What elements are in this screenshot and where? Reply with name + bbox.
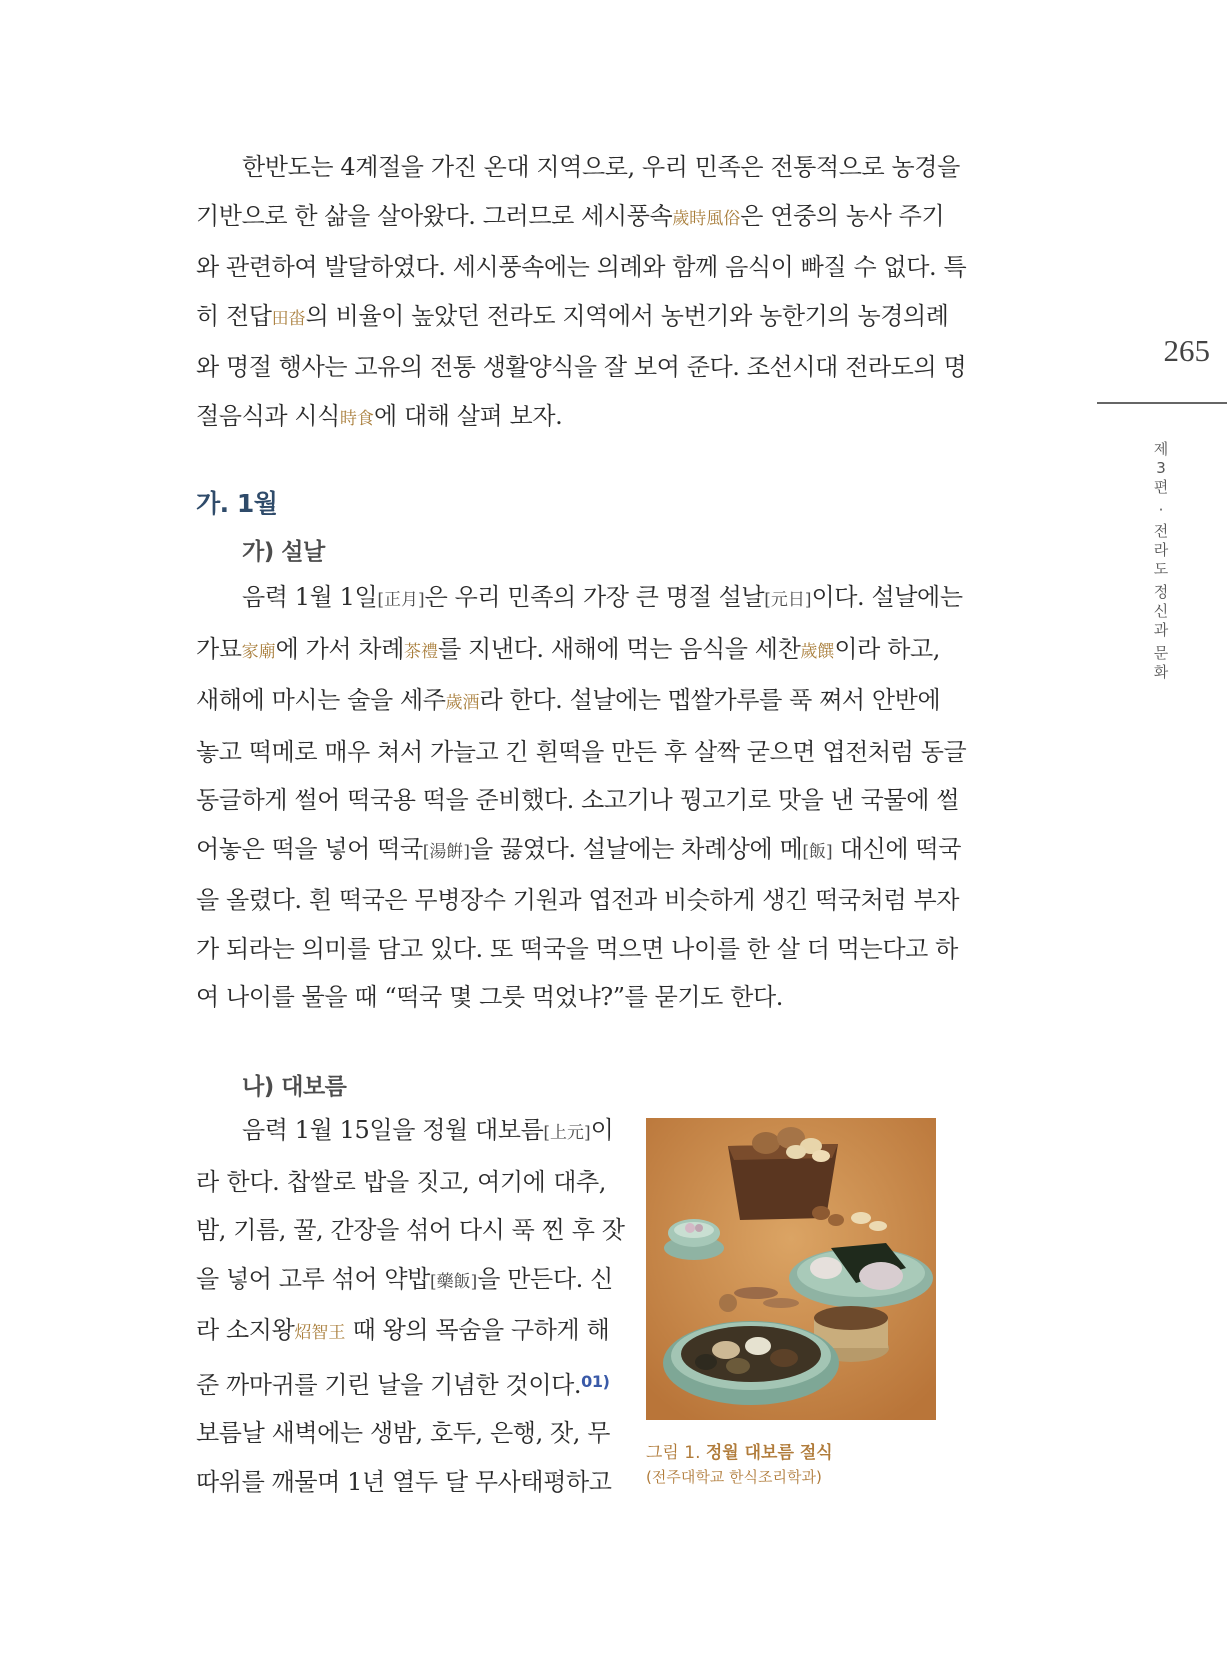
- text-line: [196, 925, 958, 974]
- text-line: [196, 1255, 613, 1307]
- side-label-char: 제: [1153, 440, 1169, 458]
- hanja-annotation: 炤智王: [294, 1323, 346, 1343]
- text-segment: 절음식과 시식: [196, 401, 340, 430]
- intro-paragraph: [196, 143, 967, 443]
- text-segment: 새해에 마시는 술을 세주: [196, 686, 446, 714]
- text-segment: 을 만든다. 신: [477, 1264, 613, 1293]
- text-segment: 이다. 설날에는: [811, 583, 963, 611]
- text-line: [196, 776, 960, 825]
- text-segment: 이: [590, 1116, 614, 1144]
- section-heading: 가. 1월: [196, 489, 278, 518]
- text-segment: 동글하게 썰어 떡국용 떡을 준비했다. 소고기나 꿩고기로 맛을 낸 국물에 썰: [196, 786, 960, 814]
- hanja-annotation: 歲時風俗: [672, 208, 741, 229]
- text-segment: 이라 하고,: [834, 634, 940, 663]
- side-label-char: 문: [1153, 644, 1169, 662]
- text-line: [196, 676, 940, 728]
- text-segment: 따위를 깨물며 1년 열두 달 무사태평하고: [196, 1467, 612, 1496]
- text-segment: 에 가서 차례: [275, 634, 404, 663]
- text-segment: 여 나이를 물을 때 “떡국 몇 그릇 먹었냐?”를 묻기도 한다.: [196, 983, 783, 1011]
- side-label-char: 전: [1153, 522, 1169, 540]
- figure-credit: (전주대학교 한식조리학과): [646, 1468, 822, 1486]
- text-line: [196, 392, 940, 444]
- text-segment: 한반도는 4계절을 가진 온대 지역으로, 우리 민족은 전통적으로 농경을: [242, 153, 960, 181]
- hanja-annotation: [飯]: [802, 841, 833, 862]
- side-label-char: 신: [1153, 602, 1169, 620]
- hanja-annotation: 歲酒: [445, 693, 480, 713]
- side-label-char: 라: [1153, 541, 1169, 559]
- side-label-char: 도: [1153, 560, 1169, 578]
- text-line: [196, 1458, 612, 1507]
- hanja-annotation: 時食: [339, 408, 374, 429]
- text-segment: 히 전답: [196, 301, 272, 330]
- daeboreum-food-image: [646, 1118, 936, 1420]
- text-segment: 보름날 새벽에는 생밤, 호두, 은행, 잣, 무: [196, 1419, 611, 1447]
- side-label-char: 화: [1153, 663, 1169, 681]
- text-segment: 라 소지왕: [196, 1316, 295, 1344]
- hanja-annotation: [藥飯]: [429, 1271, 478, 1292]
- text-line: [196, 343, 967, 392]
- text-segment: 은 연중의 농사 주기: [740, 201, 945, 230]
- text-line: [196, 728, 967, 777]
- hanja-annotation: [元日]: [764, 590, 812, 610]
- daeboreum-paragraph: [196, 1106, 625, 1506]
- text-line: [196, 143, 960, 192]
- text-line: [196, 876, 960, 925]
- text-line: [196, 292, 949, 344]
- figure-photo: [646, 1118, 936, 1420]
- text-line: [196, 192, 945, 244]
- text-segment: 을 끓였다. 설날에는 차례상에 메: [470, 834, 803, 863]
- text-line: [196, 1158, 606, 1207]
- figure-title: 정월 대보름 절식: [705, 1443, 833, 1463]
- hanja-annotation: 田畓: [271, 308, 306, 329]
- subsection-heading-seollal: 가) 설날: [242, 539, 325, 565]
- side-chapter-label: [1148, 440, 1174, 682]
- seollal-paragraph: [196, 573, 967, 1022]
- side-label-char: 편: [1153, 478, 1169, 496]
- text-segment: 라 한다. 찹쌀로 밥을 짓고, 여기에 대추,: [196, 1167, 606, 1196]
- text-line: [196, 1409, 611, 1458]
- text-segment: 라 한다. 설날에는 멥쌀가루를 푹 쪄서 안반에: [479, 686, 941, 714]
- side-label-char: 과: [1153, 621, 1169, 639]
- text-segment: 의 비율이 높았던 전라도 지역에서 농번기와 농한기의 농경의례: [305, 301, 949, 330]
- hanja-annotation: 茶禮: [403, 641, 438, 662]
- text-line: [196, 1206, 625, 1255]
- hanja-annotation: [上元]: [543, 1123, 591, 1143]
- side-divider: [1097, 402, 1227, 404]
- text-segment: 가묘: [196, 634, 242, 663]
- side-label-char: ·: [1158, 501, 1164, 519]
- text-segment: 놓고 떡메로 매우 쳐서 가늘고 긴 흰떡을 만든 후 살짝 굳으면 엽전처럼 동글: [196, 737, 967, 766]
- footnote-ref: 01): [581, 1371, 610, 1391]
- text-segment: 어놓은 떡을 넣어 떡국: [196, 834, 423, 863]
- text-segment: 준 까마귀를 기린 날을 기념한 것이다.: [196, 1370, 582, 1399]
- subsection-heading-daeboreum: 나) 대보름: [242, 1074, 347, 1100]
- figure-label: 그림 1.: [646, 1443, 701, 1463]
- side-label-char: 정: [1153, 583, 1169, 601]
- text-segment: 은 우리 민족의 가장 큰 명절 설날: [424, 583, 765, 611]
- hanja-annotation: [湯餠]: [422, 841, 471, 862]
- text-line: [196, 625, 940, 677]
- text-segment: 을 올렸다. 흰 떡국은 무병장수 기원과 엽전과 비슷하게 생긴 떡국처럼 부자: [196, 886, 960, 914]
- figure-caption: [646, 1438, 966, 1487]
- hanja-annotation: [正月]: [377, 590, 425, 610]
- text-segment: 때 왕의 목숨을 구하게 해: [345, 1316, 610, 1344]
- text-segment: 밤, 기름, 꿀, 간장을 섞어 다시 푹 찐 후 잣: [196, 1216, 625, 1244]
- text-segment: 와 관련하여 발달하였다. 세시풍속에는 의례와 함께 음식이 빠질 수 없다. 특: [196, 253, 967, 281]
- text-segment: 음력 1월 15일을 정월 대보름: [242, 1116, 544, 1144]
- hanja-annotation: 歲饌: [800, 641, 835, 662]
- text-segment: 을 넣어 고루 섞어 약밥: [196, 1264, 430, 1293]
- text-segment: 가 되라는 의미를 담고 있다. 또 떡국을 먹으면 나이를 한 살 더 먹는다고 하: [196, 934, 958, 963]
- text-line: [196, 973, 940, 1022]
- text-line: [196, 825, 962, 877]
- text-line: [196, 1106, 614, 1158]
- text-segment: 와 명절 행사는 고유의 전통 생활양식을 잘 보여 준다. 조선시대 전라도의 명: [196, 353, 967, 381]
- text-line: [196, 1306, 610, 1358]
- text-segment: 에 대해 살펴 보자.: [373, 401, 563, 430]
- side-label-char: 3: [1156, 459, 1166, 477]
- text-segment: 음력 1월 1일: [242, 583, 378, 611]
- text-line: [196, 243, 967, 292]
- text-line: [196, 573, 963, 625]
- hanja-annotation: 家廟: [241, 641, 276, 662]
- text-segment: 를 지낸다. 새해에 먹는 음식을 세찬: [438, 634, 801, 663]
- text-segment: 기반으로 한 삶을 살아왔다. 그러므로 세시풍속: [196, 201, 673, 230]
- text-line: [196, 1358, 610, 1410]
- page-number: 265: [1163, 333, 1210, 368]
- text-segment: 대신에 떡국: [832, 834, 962, 863]
